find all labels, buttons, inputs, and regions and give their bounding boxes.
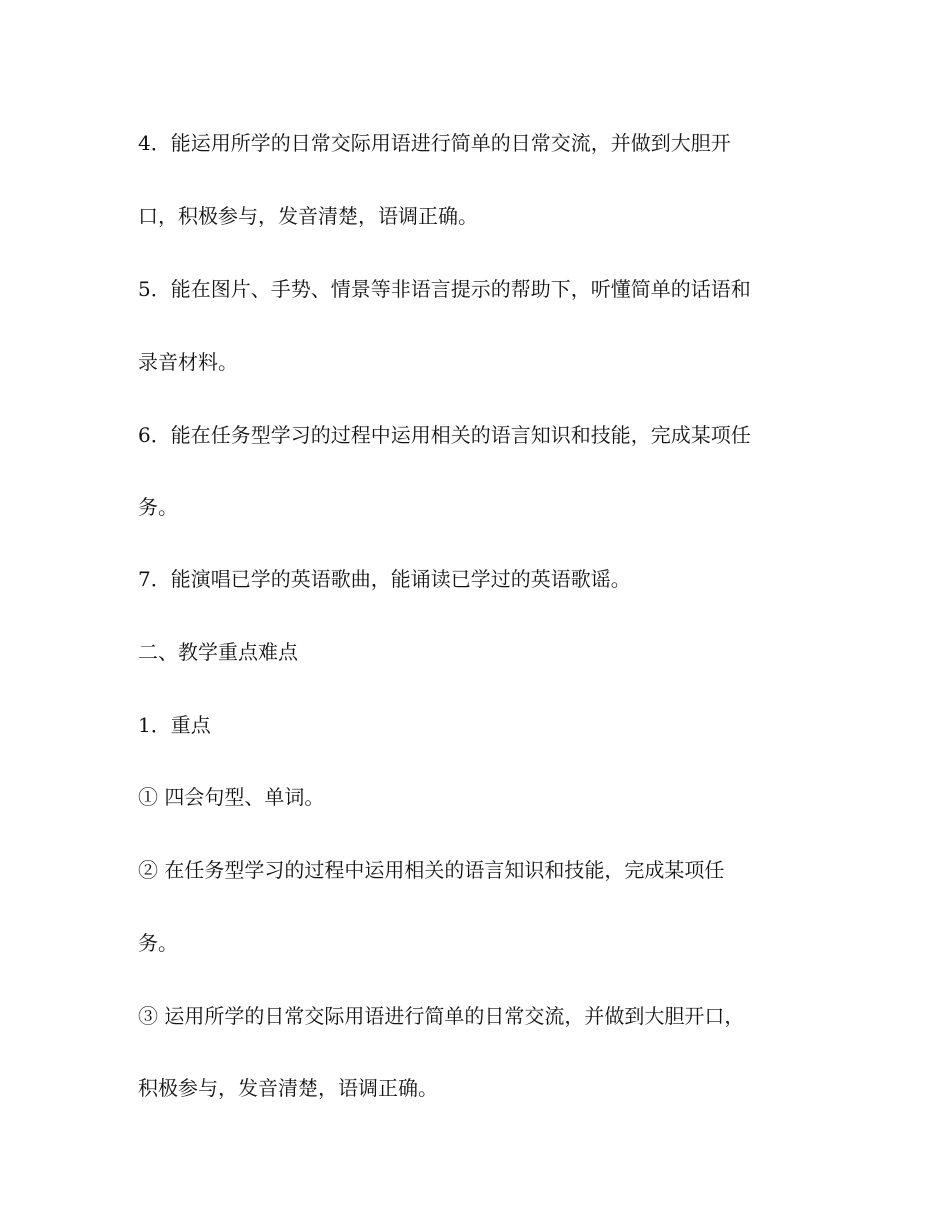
text-line-objective-4: 4．能运用所学的日常交际用语进行简单的日常交流，并做到大胆开 — [138, 131, 731, 155]
text-line-objective-4-cont: 口，积极参与，发音清楚，语调正确。 — [138, 204, 478, 228]
text-line-point-3-cont: 积极参与，发音清楚，语调正确。 — [138, 1076, 438, 1100]
text-line-objective-5: 5．能在图片、手势、情景等非语言提示的帮助下，听懂简单的话语和 — [138, 277, 751, 301]
text-line-point-2-cont: 务。 — [138, 931, 178, 955]
text-line-objective-7: 7．能演唱已学的英语歌曲，能诵读已学过的英语歌谣。 — [138, 567, 631, 591]
text-line-objective-5-cont: 录音材料。 — [138, 350, 238, 374]
text-line-point-3: ③ 运用所学的日常交际用语进行简单的日常交流，并做到大胆开口， — [138, 1004, 745, 1028]
text-line-point-2: ② 在任务型学习的过程中运用相关的语言知识和技能，完成某项任 — [138, 858, 725, 882]
subheading-key-points: 1．重点 — [138, 713, 211, 737]
text-line-point-1: ① 四会句型、单词。 — [138, 785, 325, 809]
text-line-objective-6: 6．能在任务型学习的过程中运用相关的语言知识和技能，完成某项任 — [138, 423, 751, 447]
text-line-objective-6-cont: 务。 — [138, 495, 178, 519]
section-heading: 二、教学重点难点 — [138, 640, 298, 664]
